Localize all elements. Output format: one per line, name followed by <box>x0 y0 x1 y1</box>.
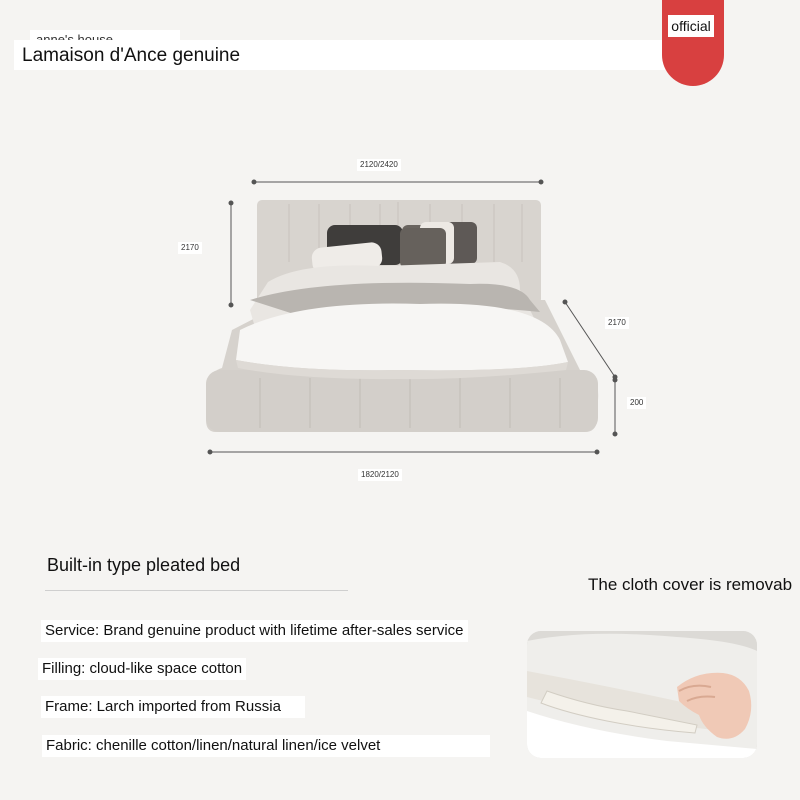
feature-frame: Frame: Larch imported from Russia <box>41 696 305 718</box>
bedding <box>236 262 568 379</box>
divider <box>45 590 348 591</box>
headboard-height-label: 2170 <box>178 242 202 254</box>
fabric-detail-photo <box>527 631 757 758</box>
feature-filling: Filling: cloud-like space cotton <box>38 658 246 680</box>
base-height-label: 200 <box>627 397 646 409</box>
removable-note: The cloth cover is removab <box>588 575 793 594</box>
feature-service: Service: Brand genuine product with lifetime after-sales service <box>41 620 468 642</box>
bottom-width-label: 1820/2120 <box>358 469 402 481</box>
official-label: official <box>668 15 714 37</box>
product-title: Built-in type pleated bed <box>47 555 241 575</box>
brand-title: Lamaison d'Ance genuine <box>14 40 714 70</box>
side-length-label: 2170 <box>605 317 629 329</box>
top-width-label: 2120/2420 <box>357 159 401 171</box>
feature-fabric: Fabric: chenille cotton/linen/natural linen/ice velvet <box>42 735 490 757</box>
cover-detail-image <box>527 631 757 758</box>
